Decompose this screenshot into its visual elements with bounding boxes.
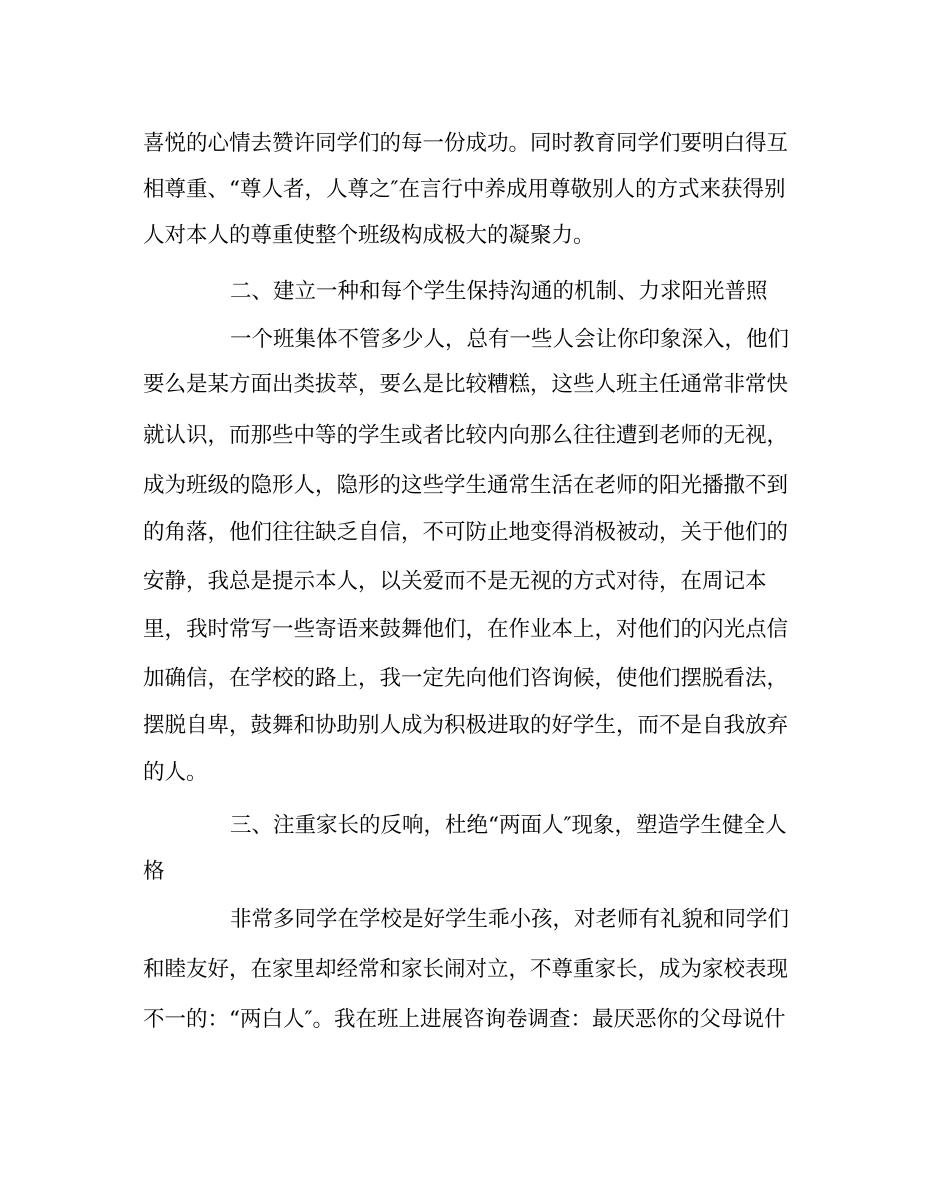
text-line: 就认识，而那些中等的学生或者比较内向那么往往遭到老师的无视， — [143, 423, 789, 448]
text-line: 人对本人的尊重使整个班级构成极大的凝聚力。 — [143, 223, 595, 248]
text-line: 喜悦的心情去赞许同学们的每一份成功。同时教育同学们要明白得互 — [143, 131, 789, 156]
text-line: 成为班级的隐形人，隐形的这些学生通常生活在老师的阳光播撒不到 — [143, 473, 789, 498]
text-line: 摆脱自卑，鼓舞和协助别人成为积极进取的好学生，而不是自我放弃 — [143, 713, 789, 738]
text-line: 一个班集体不管多少人，总有一些人会让你印象深入，他们 — [230, 327, 790, 352]
text-line: 和睦友好，在家里却经常和家长闹对立，不尊重家长，成为家校表现 — [143, 957, 789, 982]
section-heading: 二、建立一种和每个学生保持沟通的机制、力求阳光普照 — [230, 279, 768, 304]
text-line: 加确信，在学校的路上，我一定先向他们咨询候，使他们摆脱看法， — [143, 666, 789, 691]
text-line: 非常多同学在学校是好学生乖小孩，对老师有礼貌和同学们 — [230, 907, 790, 932]
text-line: 的角落，他们往往缺乏自信，不可防止地变得消极被动，关于他们的 — [143, 520, 789, 545]
section-heading: 三、注重家长的反响，杜绝“两面人″现象，塑造学生健全人 — [230, 813, 787, 838]
text-line: 相尊重、“尊人者，人尊之″在言行中养成用尊敬别人的方式来获得别 — [143, 177, 786, 202]
text-line: 安静，我总是提示本人，以关爱而不是无视的方式对待，在周记本 — [143, 569, 767, 594]
section-heading: 格 — [143, 859, 165, 884]
text-line: 不一的：“两白人″。我在班上进展咨询卷调查：最厌恶你的父母说什 — [143, 1007, 786, 1032]
text-line: 要么是某方面出类拔萃，要么是比较糟糕，这些人班主任通常非常快 — [143, 372, 789, 397]
text-line: 的人。 — [143, 760, 208, 785]
text-line: 里，我时常写一些寄语来鼓舞他们，在作业本上，对他们的闪光点信 — [143, 617, 789, 642]
